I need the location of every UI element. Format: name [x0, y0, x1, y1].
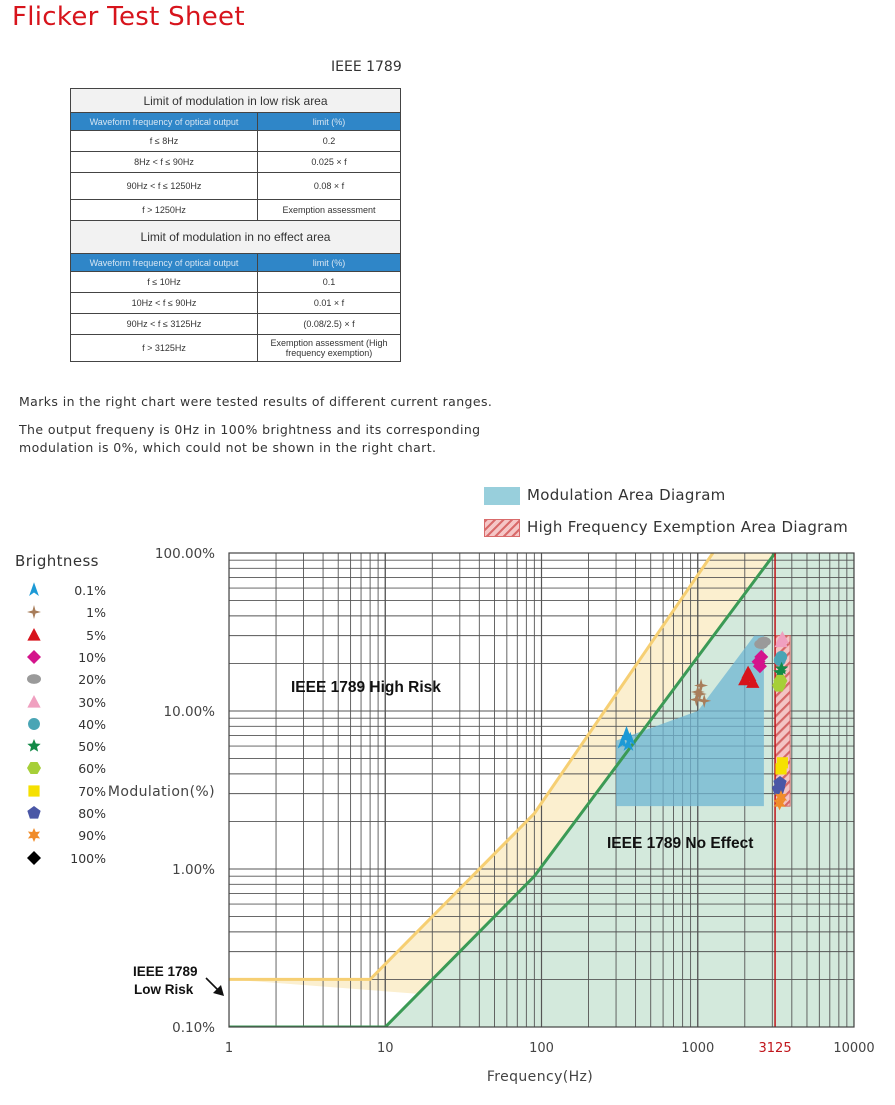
- table-cell: f ≤ 10Hz: [71, 272, 258, 293]
- brightness-label: 0.1%: [74, 583, 106, 598]
- brightness-legend-title: Brightness: [15, 552, 99, 570]
- y-tick-label: 100.00%: [154, 546, 215, 562]
- table-cell: 0.025 × f: [258, 152, 401, 173]
- brightness-label: 40%: [78, 716, 106, 732]
- legend-label: High Frequency Exemption Area Diagram: [527, 518, 849, 536]
- note-tested-results: Marks in the right chart were tested results of different current ranges.: [19, 394, 493, 409]
- x-tick-label: 100: [529, 1041, 554, 1056]
- no-effect-heading: Limit of modulation in no effect area: [71, 221, 401, 254]
- table-row: [71, 335, 401, 362]
- series-70pct: [775, 757, 788, 774]
- y-tick-label: 0.10%: [172, 1020, 215, 1036]
- table-cell: f > 1250Hz: [71, 200, 258, 221]
- no-effect-annotation: IEEE 1789 No Effect: [607, 835, 754, 852]
- table-cell: Exemption assessment (High frequency exemption): [258, 335, 401, 362]
- column-header-limit: limit (%): [258, 113, 401, 131]
- note-modulation: modulation is 0%, which could not be shown in the right chart.: [19, 440, 437, 455]
- brightness-label: 20%: [78, 672, 106, 688]
- x-tick-label: 3125: [758, 1041, 792, 1056]
- table-row: [71, 173, 401, 200]
- brightness-label: 100%: [70, 850, 106, 866]
- table-row: [71, 131, 401, 152]
- high-risk-annotation: IEEE 1789 High Risk: [291, 679, 441, 696]
- column-header-frequency: Waveform frequency of optical output: [71, 113, 258, 131]
- x-tick-label: 1: [224, 1041, 234, 1056]
- modulation-area-swatch: [484, 487, 520, 505]
- brightness-label: 1%: [86, 605, 106, 621]
- table-cell: 0.08 × f: [258, 173, 401, 200]
- table-row: [71, 152, 401, 173]
- data-point: [757, 637, 771, 647]
- table-cell: f ≤ 8Hz: [71, 131, 258, 152]
- y-tick-label: 1.00%: [172, 862, 215, 878]
- x-axis-label: Frequency(Hz): [486, 1069, 594, 1085]
- exemption-area-swatch: [484, 519, 520, 537]
- column-header-frequency: Waveform frequency of optical output: [71, 254, 258, 272]
- table-cell: Exemption assessment: [258, 200, 401, 221]
- table-cell: f > 3125Hz: [71, 335, 258, 362]
- note-output-frequency: The output frequeny is 0Hz in 100% brightness and its corresponding: [19, 422, 481, 437]
- low-risk-annotation: IEEE 1789: [133, 964, 198, 979]
- page-title: Flicker Test Sheet: [12, 2, 245, 32]
- brightness-label: 50%: [78, 739, 106, 755]
- low-risk-annotation: Low Risk: [134, 982, 194, 997]
- brightness-label: 30%: [78, 694, 106, 710]
- table-cell: 8Hz < f ≤ 90Hz: [71, 152, 258, 173]
- plot-area: [229, 553, 854, 1027]
- table-row: [71, 200, 401, 221]
- table-cell: 90Hz < f ≤ 1250Hz: [71, 173, 258, 200]
- table-cell: 10Hz < f ≤ 90Hz: [71, 293, 258, 314]
- data-point: [777, 757, 788, 768]
- table-cell: 0.1: [258, 272, 401, 293]
- table-row: [71, 272, 401, 293]
- brightness-label: 80%: [78, 806, 106, 821]
- table-cell: 0.01 × f: [258, 293, 401, 314]
- brightness-label: 70%: [78, 783, 106, 799]
- x-tick-label: 1000: [681, 1041, 715, 1056]
- table-cell: (0.08/2.5) × f: [258, 314, 401, 335]
- data-point: [775, 651, 787, 663]
- column-header-limit: limit (%): [258, 254, 401, 272]
- table-row: [71, 314, 401, 335]
- legend-label: Modulation Area Diagram: [527, 486, 726, 504]
- brightness-label: 10%: [78, 649, 106, 665]
- modulation-limits-table: [70, 88, 401, 362]
- x-tick-label: 10000: [833, 1041, 875, 1056]
- low-risk-heading: Limit of modulation in low risk area: [71, 89, 401, 113]
- standard-label: IEEE 1789: [331, 59, 402, 75]
- brightness-label: 60%: [78, 761, 106, 777]
- x-tick-label: 10: [376, 1041, 394, 1056]
- y-axis-label: Modulation(%): [107, 784, 215, 800]
- brightness-label: 90%: [78, 828, 106, 844]
- table-row: [71, 293, 401, 314]
- table-cell: 90Hz < f ≤ 3125Hz: [71, 314, 258, 335]
- brightness-label: 5%: [86, 627, 106, 643]
- table-cell: 0.2: [258, 131, 401, 152]
- y-tick-label: 10.00%: [163, 704, 215, 720]
- flicker-chart: [0, 540, 895, 1100]
